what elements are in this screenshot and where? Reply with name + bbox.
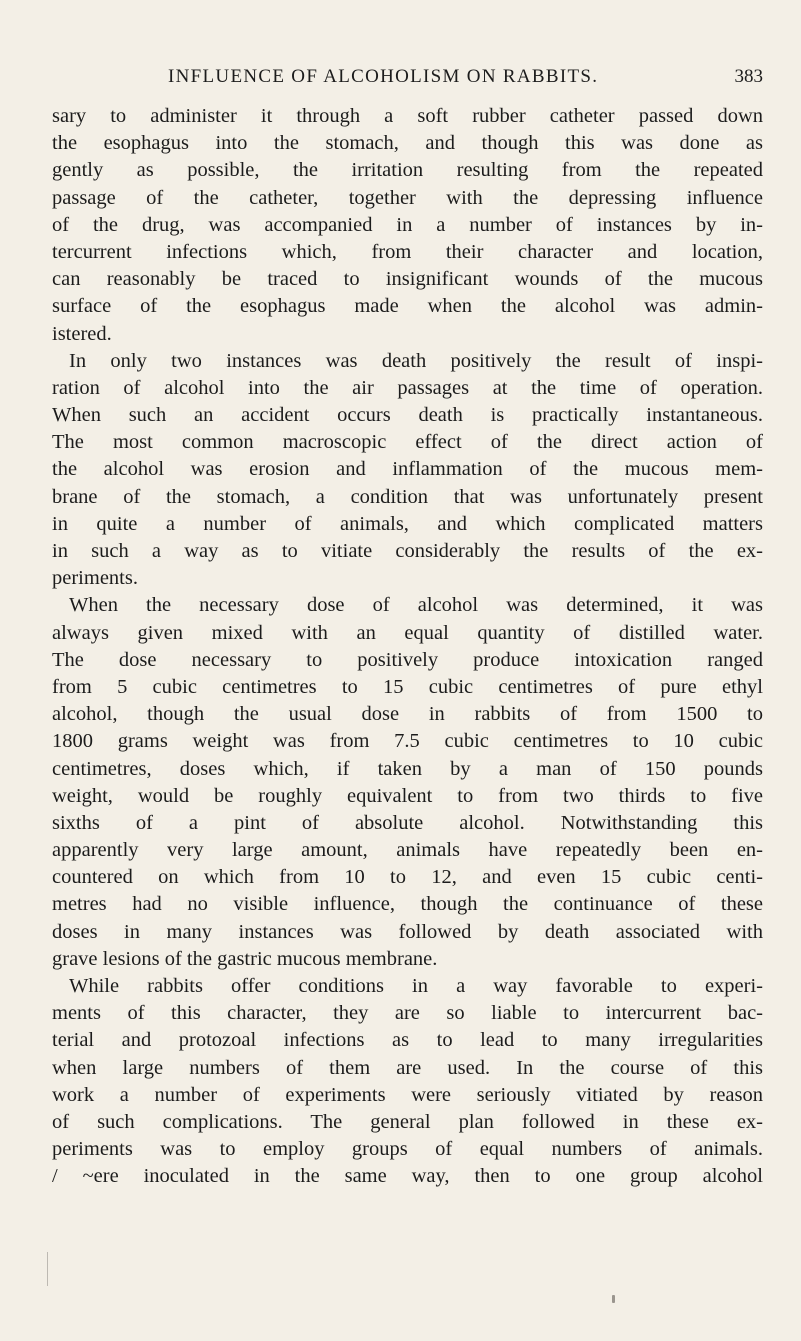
text-line: of the drug, was accompanied in a number of instances by in-: [52, 213, 763, 236]
text-line: weight, would be roughly equivalent to from two thirds to five: [52, 784, 763, 807]
text-line: in such a way as to vitiate considerably the results of the ex-: [52, 540, 763, 562]
text-line: in quite a number of animals, and which complicated matters: [52, 512, 763, 535]
text-line: terial and protozoal infections as to lead to many irregularities: [52, 1029, 763, 1052]
text-line: surface of the esophagus made when the alcohol was admin-: [52, 295, 763, 318]
text-line: the esophagus into the stomach, and though this was done as: [52, 132, 763, 155]
text-line: work a number of experiments were seriously vitiated by reason: [52, 1083, 763, 1106]
text-line: 1800 grams weight was from 7.5 cubic centimetres to 10 cubic: [52, 730, 763, 753]
text-line: ration of alcohol into the air passages at the time of operation.: [52, 376, 763, 399]
stray-mark: [612, 1295, 615, 1303]
text-line: tercurrent infections which, from their character and location,: [52, 240, 763, 263]
text-line: gently as possible, the irritation resulting from the repeated: [52, 159, 763, 182]
text-line: istered.: [52, 322, 112, 345]
text-line: / ~ere inoculated in the same way, then to one group alcohol: [52, 1165, 763, 1188]
text-line: periments.: [52, 567, 138, 590]
body-text: [52, 103, 763, 1191]
text-line: alcohol, though the usual dose in rabbits of from 1500 to: [52, 703, 763, 726]
text-line: can reasonably be traced to insignificant wounds of the mucous: [52, 268, 763, 291]
page-number: 383: [734, 66, 763, 87]
text-line: periments was to employ groups of equal numbers of animals.: [52, 1138, 763, 1161]
margin-mark: [47, 1252, 54, 1286]
text-line: In only two instances was death positively the result of inspi-: [69, 349, 763, 372]
text-line: sixths of a pint of absolute alcohol. Notwithstanding this: [52, 811, 763, 834]
text-line: doses in many instances was followed by death associated with: [52, 920, 763, 943]
text-line: from 5 cubic centimetres to 15 cubic centimetres of pure ethyl: [52, 675, 763, 698]
text-line: always given mixed with an equal quantity of distilled water.: [52, 621, 763, 644]
text-line: countered on which from 10 to 12, and even 15 cubic centi-: [52, 866, 763, 889]
text-line: ments of this character, they are so liable to intercurrent bac-: [52, 1002, 763, 1025]
text-line: brane of the stomach, a condition that was unfortunately present: [52, 485, 763, 508]
text-line: The dose necessary to positively produce intoxication ranged: [52, 648, 763, 671]
running-title: INFLUENCE OF ALCOHOLISM ON RABBITS.: [168, 66, 599, 87]
text-line: passage of the catheter, together with the depressing influence: [52, 186, 763, 209]
text-line: When such an accident occurs death is practically instantaneous.: [52, 404, 763, 427]
text-line: metres had no visible influence, though the continuance of these: [52, 893, 763, 916]
text-line: apparently very large amount, animals have repeatedly been en-: [52, 839, 763, 862]
text-line: When the necessary dose of alcohol was determined, it was: [69, 594, 763, 617]
page-header: [168, 66, 763, 92]
text-line: grave lesions of the gastric mucous membrane.: [52, 947, 438, 970]
text-line: While rabbits offer conditions in a way favorable to experi-: [69, 975, 763, 997]
text-line: centimetres, doses which, if taken by a man of 150 pounds: [52, 757, 763, 780]
text-line: sary to administer it through a soft rubber catheter passed down: [52, 105, 763, 127]
text-line: The most common macroscopic effect of the direct action of: [52, 431, 763, 454]
text-line: when large numbers of them are used. In the course of this: [52, 1056, 763, 1079]
text-line: the alcohol was erosion and inflammation of the mucous mem-: [52, 458, 763, 481]
text-line: of such complications. The general plan followed in these ex-: [52, 1110, 763, 1133]
